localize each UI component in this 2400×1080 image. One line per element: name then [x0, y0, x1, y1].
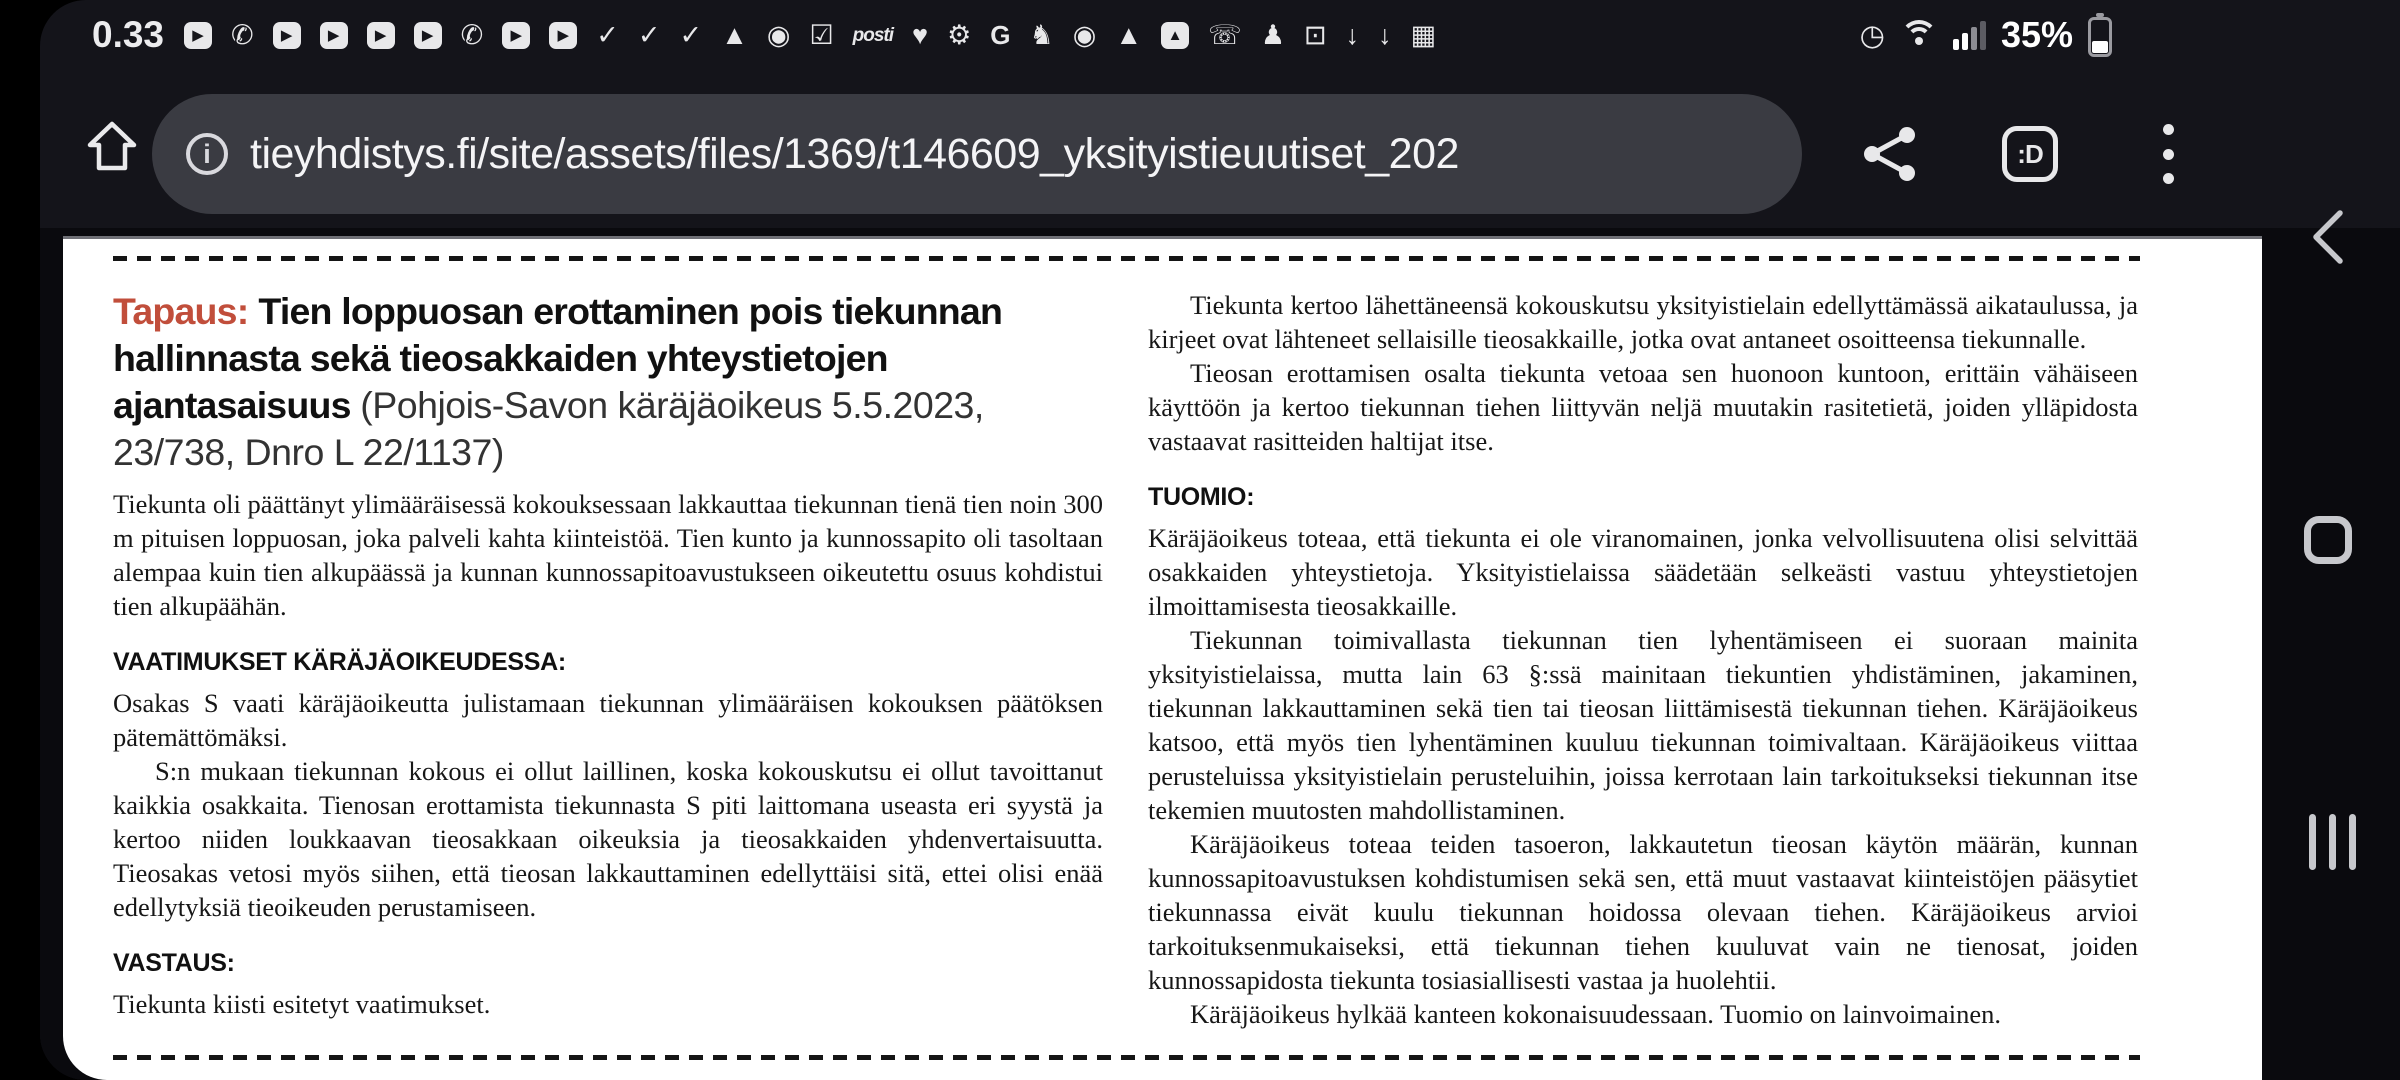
share-button[interactable]: [1862, 125, 1918, 183]
article-columns: [113, 288, 2138, 1031]
case-intro: Tiekunta oli päättänyt ylimääräisessä kokouksessaan lakkauttaa tiekunnan tienä tien noin 300 m pituisen loppuosan, joka palveli kahta kiinteistöä. Tien kunto ja kunnossapito oli tasoltaan alempaa kuin tien alkupäässä ja kunnan kunnossapitoavustukseen oikeutettu osuus kohdistui tien alkupäähän.: [113, 489, 1103, 621]
notification-icons: [184, 19, 1437, 50]
section-heading-verdict: TUOMIO:: [1148, 483, 1255, 511]
verdict-paragraph: Käräjäoikeus hylkää kanteen kokonaisuudessaan. Tuomio on lainvoimainen.: [1190, 999, 2002, 1029]
checkbox-icon: ☑: [809, 19, 834, 50]
section-heading-response: VASTAUS:: [113, 949, 235, 977]
phone-screen: [40, 0, 2400, 1080]
response-paragraph: Tiekunta kiisti esitetyt vaatimukset.: [113, 989, 491, 1019]
phone-hand-icon: ✆: [231, 19, 254, 50]
verdict-paragraph: Käräjäoikeus toteaa teiden tasoeron, lakkautetun tieosan käytön määrän, kunnan kunnossapitoavustuksen kohdistumisen sekä sen, että muut vastaavat kiinteistöjen pääsytiet tiekunnassa eivät kuulu tiekunnan hoidossa olevaan tiehen. Käräjäoikeus arvioi tarkoituksenmukaiseksi, että tiekunnan tiehen kuuluvat vain ne tienosat, joiden kunnossapidosta tiekunta tosiasiallisesti vastaa ja huolehtii.: [1148, 829, 2138, 995]
home-button[interactable]: [84, 118, 140, 174]
page-info-icon[interactable]: i: [186, 133, 228, 175]
title-main: Tien loppuosan erottaminen pois tiekunnan hallinnasta sekä tieosakkaiden yhteystietojen ajantasaisuus: [113, 290, 1003, 426]
right-column: [1148, 288, 2138, 1031]
section-heading-claims: VAATIMUKSET KÄRÄJÄOIKEUDESSA:: [113, 648, 566, 676]
photo-icon: ▲: [1161, 22, 1189, 49]
screen-capture-icon: ⊡: [1304, 19, 1327, 50]
phone-hand-icon: ✆: [460, 19, 484, 50]
video-play-icon: ▶: [414, 22, 442, 49]
signal-strength-icon: [1953, 20, 1986, 50]
person-icon: ♟: [1260, 19, 1286, 50]
article-title: [113, 288, 1103, 476]
gear-icon: ⚙: [947, 19, 972, 50]
title-prefix: Tapaus:: [113, 290, 249, 332]
spreadsheet-icon: ▦: [1410, 19, 1437, 50]
claims-paragraph: S:n mukaan tiekunnan kokous ei ollut laillinen, koska kokouskutsu ei ollut tavoittanut kaikkia osakkaita. Tienosan erottamista tiekunnasta S piti laittomana useasta eri syystä ja kertoo niiden loukkaavan tieosakkaan oikeuksia ja tieosakkaiden yhdenvertaisuutta. Tieosakas vetosi myös siihen, että tieosan lakkauttaminen edellyttäisi sitä, ettei olisi enää edellytyksiä tieoikeuden perustamiseen.: [113, 756, 1103, 922]
google-g-icon: G: [990, 19, 1011, 50]
swoosh-check-icon: ✓: [679, 19, 703, 50]
nav-recents-button[interactable]: [2309, 814, 2356, 870]
video-play-icon: ▶: [320, 22, 348, 49]
triangle-icon: ▲: [1115, 19, 1143, 50]
url-bar[interactable]: [152, 94, 1802, 214]
home-icon: [90, 124, 134, 168]
wifi-icon: [1900, 20, 1938, 50]
tabs-button[interactable]: :D: [2002, 126, 2058, 182]
verdict-paragraph: Käräjäoikeus toteaa, että tiekunta ei ole viranomainen, jonka velvollisuutena olisi selvittää osakkaiden yhteystietoja. Yksityistielaissa säädetään selkeästi vastuu yhteystietojen ilmoittamisesta tieosakkaille.: [1148, 523, 2138, 621]
video-play-icon: ▶: [184, 22, 212, 49]
claims-paragraph: Osakas S vaati käräjäoikeutta julistamaan tiekunnan ylimääräisen kokouksen päätöksen pätemättömäksi.: [113, 688, 1103, 752]
clock: 0.33: [92, 14, 165, 55]
browser-menu-button[interactable]: [2158, 124, 2178, 184]
android-nav-bar: [2260, 0, 2400, 1080]
verdict-paragraph: Tiekunnan toimivallasta tiekunnan tien lyhentämiseen ei suoraan mainita yksityistielaissa, mutta lain 63 §:ssä mainitaan tiekuntien yhdistäminen, jakaminen, tiekunnan lakkauttaminen sekä tien tai tieosan liittämisestä tiekunnan tiehen. Käräjäoikeus katsoo, että myös tien lyhentäminen kuuluu tiekunnan toimivaltaan. Käräjäoikeus viittaa perusteluissa yksityistielain perusteluihin, joissa kerrotaan lain tarkoitukseksi tiekunnan itse tekemien muutosten mahdollistaminen.: [1148, 625, 2138, 825]
battery-icon: [2088, 17, 2112, 57]
status-bar: [92, 12, 2340, 58]
response-paragraph: Tiekunta kertoo lähettäneensä kokouskutsu yksityistielain edellyttämässä aikataulussa, ja kirjeet ovat lähteneet sellaisille tieosakkaille, jotka ovat antaneet osoitteensa tiekunnalle.: [1148, 290, 2138, 354]
title-court-ref: (Pohjois-Savon käräjäoikeus 5.5.2023, 23/738, Dnro L 22/1137): [113, 384, 984, 473]
share-icon: [1862, 125, 1918, 183]
url-text: tieyhdistys.fi/site/assets/files/1369/t146609_yksityistieuutiset_202: [250, 129, 1459, 178]
bottom-dashed-divider: [113, 1055, 2140, 1060]
left-column: [113, 288, 1103, 1031]
video-play-icon: ▶: [367, 22, 395, 49]
video-play-icon: ▶: [273, 22, 301, 49]
animal-app-icon: ♞: [1029, 19, 1054, 50]
download-icon: ↓: [1378, 19, 1392, 50]
back-chevron-icon: [2316, 213, 2340, 261]
triangle-icon: ▲: [721, 19, 748, 50]
video-play-icon: ▶: [502, 22, 530, 49]
swoosh-check-icon: ✓: [637, 19, 661, 50]
pdf-page[interactable]: [63, 236, 2262, 1080]
heart-circle-icon: ♥: [912, 19, 929, 50]
alarm-clock-icon: ◷: [1859, 19, 1885, 52]
location-pin-icon: ◉: [1072, 19, 1097, 50]
battery-percent: 35%: [2000, 14, 2073, 55]
status-right-cluster: [1860, 12, 2112, 58]
swoosh-check-icon: ✓: [596, 19, 619, 50]
whatsapp-icon: ☏: [1208, 19, 1242, 50]
posti-app-icon: posti: [852, 24, 894, 46]
location-pin-icon: ◉: [766, 19, 791, 50]
top-dashed-divider: [113, 256, 2140, 261]
nav-home-button[interactable]: [2304, 516, 2352, 564]
nav-back-button[interactable]: [2308, 208, 2348, 266]
video-play-icon: ▶: [549, 22, 577, 49]
download-icon: ↓: [1345, 19, 1360, 50]
response-paragraph: Tieosan erottamisen osalta tiekunta vetoaa sen huonoon kuntoon, erittäin vähäiseen käyttöön ja kertoo tiekunnan tiehen liittyvän neljä muutakin rasitetietä, joiden ylläpidosta vastaavat rasitteiden haltijat itse.: [1148, 358, 2138, 456]
